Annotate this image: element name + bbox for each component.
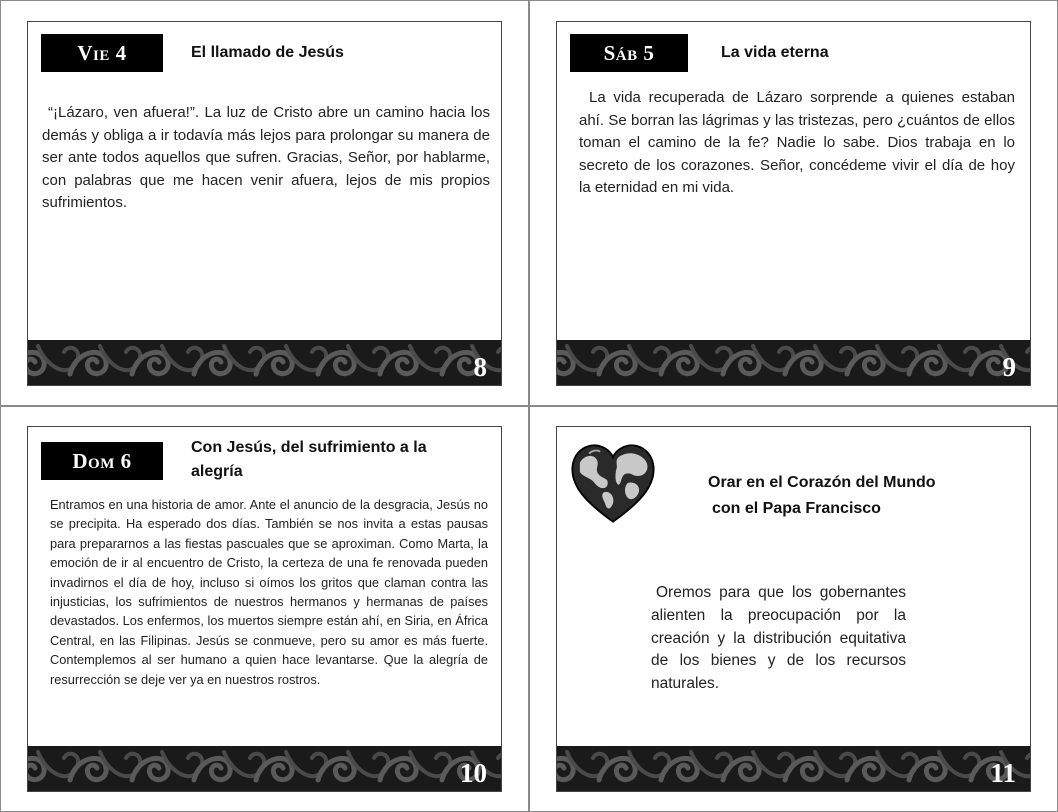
horizontal-divider — [0, 405, 1058, 407]
page-number: 10 — [460, 758, 487, 788]
card-vie-4 — [27, 21, 502, 386]
day-badge — [570, 34, 688, 72]
day-label: Sáb 5 — [603, 40, 655, 65]
page-number: 11 — [990, 758, 1016, 788]
card-title: La vida eterna — [721, 44, 829, 61]
card-sab-5 — [556, 21, 1031, 386]
ornament-pattern — [28, 340, 501, 385]
day-badge — [41, 34, 163, 72]
day-label: Dom 6 — [72, 448, 132, 473]
card-title-line2: con el Papa Francisco — [712, 500, 881, 517]
page-number: 9 — [1002, 352, 1016, 382]
day-label: Vie 4 — [77, 40, 127, 65]
card-title: El llamado de Jesús — [191, 44, 344, 61]
day-badge — [41, 442, 163, 480]
ornament-band — [557, 746, 1030, 791]
ornament-band — [28, 746, 501, 791]
card-text: La vida recuperada de Lázaro sorprende a quienes estaban ahí. Se borran las lágrimas y las tristezas, pero ¿cuántos de ellos toman el camino de la fe? Nadie lo sabe. Dios trabaja en lo secreto de los corazones. Señor, concédeme vivir el día de hoy la eternidad en mi vida. — [579, 89, 1015, 196]
ornament-pattern — [557, 746, 1030, 791]
ornament-band — [28, 340, 501, 385]
card-text: “¡Lázaro, ven afuera!”. La luz de Cristo abre un camino hacia los demás y obliga a ir todavía más lejos para prolongar su manera de ser ante todos aquellos que sufren. Gracias, Señor, por hablarme, con palabras que me hacen venir afuera, lejos de mis propios sufrimientos. — [42, 104, 490, 211]
card-title: Con Jesús, del sufrimiento a la alegría — [191, 439, 427, 480]
card-text: Oremos para que los gobernantes alienten la preocupación por la creación y la distribución equitativa de los bienes y de los recursos naturales. — [651, 584, 906, 693]
card-dom-6 — [27, 426, 502, 792]
ornament-band — [557, 340, 1030, 385]
card-title-line1: Orar en el Corazón del Mundo — [708, 474, 936, 491]
card-prayer-intention — [556, 426, 1031, 792]
card-text: Entramos en una historia de amor. Ante el anuncio de la desgracia, Jesús no se precipita. Ha esperado dos días. También se nos invita a estas pausas para prepararnos a las fiestas pascuales que se aproximan. Como Marta, la emoción de ir al encuentro de Cristo, la certeza de una fe renovada pueden invadirnos el día de hoy, incluso si oímos los gritos que claman contra las injusticias, los sufrimientos de nuestros hermanos y hermanas de países devastados. Los enfermos, los muertos siempre están ahí, en Siria, en África Central, en las Filipinas. Jesús se conmueve, pero su amor es más fuerte. Contemplemos al ser humano a quien hace levantarse. Que la alegría de resurrección se deje ver ya en nuestros rostros. — [50, 497, 488, 687]
heart-globe-icon — [567, 437, 659, 529]
ornament-pattern — [28, 746, 501, 791]
ornament-pattern — [557, 340, 1030, 385]
page-number: 8 — [473, 352, 487, 382]
